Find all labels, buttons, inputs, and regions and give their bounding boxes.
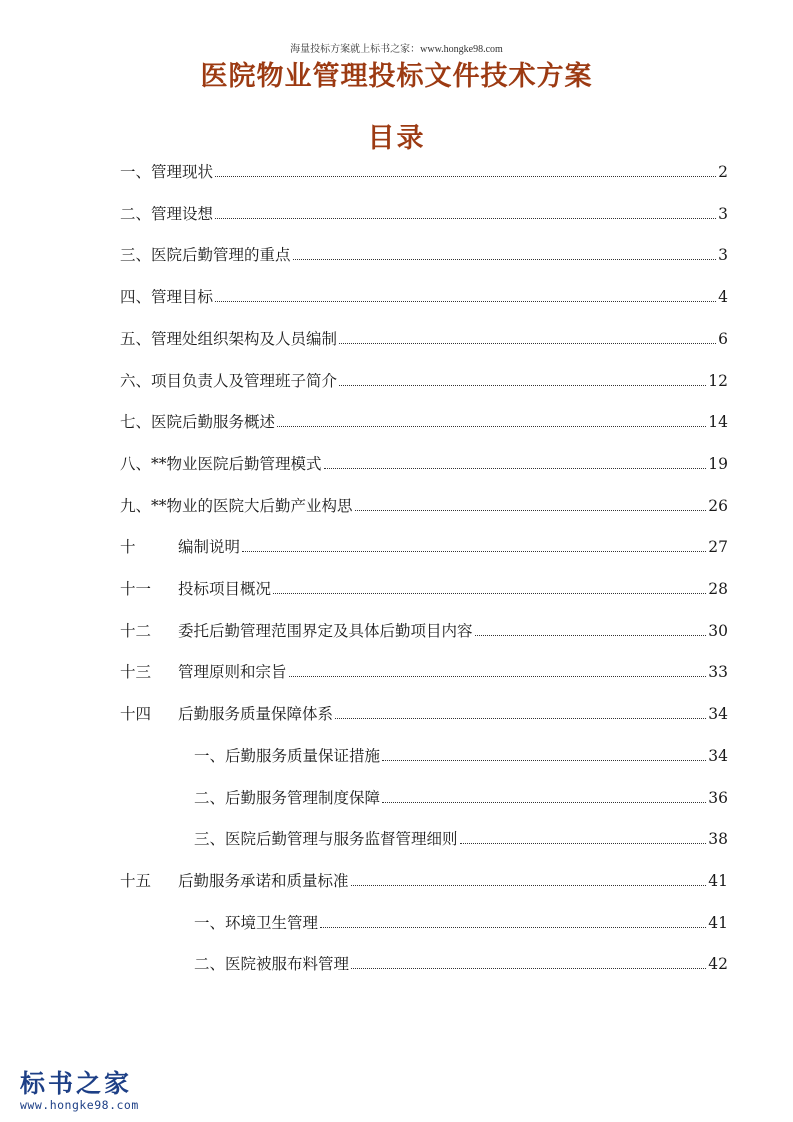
toc-entry[interactable] (120, 535, 728, 557)
toc-entry[interactable] (120, 202, 728, 224)
toc-heading: 目录 (367, 123, 426, 154)
toc-entry[interactable] (120, 452, 728, 474)
toc-entry-label: 三、医院后勤管理与服务监督管理细则 (194, 830, 458, 849)
toc-entry[interactable] (120, 702, 728, 724)
header-note: 海量投标方案就上标书之家：www.hongke98.com (290, 44, 503, 55)
toc-entry-label: 一、环境卫生管理 (194, 913, 319, 932)
toc-page-number: 38 (708, 830, 728, 849)
toc-page-number: 28 (708, 580, 728, 598)
toc-page-number: 36 (708, 788, 728, 807)
toc-entry-label: 八、**物业医院后勤管理模式 (120, 454, 322, 473)
toc-entry-label: 委托后勤管理范围界定及具体后勤项目内容 (178, 621, 473, 640)
toc-entry[interactable] (120, 619, 728, 641)
toc-dot-leader (215, 175, 716, 177)
toc-dot-leader (351, 967, 706, 969)
toc-entry-number: 十一 (120, 580, 152, 598)
toc-dot-leader (289, 675, 707, 677)
toc-entry-label: 二、管理设想 (120, 204, 214, 223)
toc-entry[interactable] (120, 577, 728, 599)
toc-entry-label: 三、医院后勤管理的重点 (120, 246, 291, 265)
toc-entry[interactable] (120, 869, 728, 891)
toc-entry[interactable] (120, 243, 728, 265)
brand-logo (20, 1064, 170, 1112)
toc-entry-label: 二、医院被服布料管理 (194, 955, 350, 974)
toc-entry-label: 投标项目概况 (178, 580, 272, 598)
toc-entry-number: 十五 (120, 871, 152, 890)
toc-subentry[interactable] (194, 744, 728, 766)
toc-entry-label: 后勤服务承诺和质量标准 (178, 871, 349, 890)
toc-page-number: 33 (708, 663, 728, 682)
document-title: 医院物业管理投标文件技术方案 (200, 61, 593, 92)
toc-entry-number: 十二 (120, 621, 152, 640)
toc-entry-label: 六、项目负责人及管理班子简介 (120, 371, 338, 390)
toc-dot-leader (460, 842, 707, 844)
logo-text: 标书之家 (20, 1069, 133, 1098)
toc-page-number: 41 (708, 913, 728, 932)
toc-entry-label: 一、管理现状 (120, 163, 214, 181)
toc-dot-leader (273, 592, 706, 594)
toc-entry[interactable] (120, 410, 728, 432)
toc-entry[interactable] (120, 160, 728, 182)
toc-page-number: 41 (708, 871, 728, 890)
toc-dot-leader (382, 759, 706, 761)
toc-page-number: 34 (708, 746, 728, 765)
toc-dot-leader (355, 509, 707, 511)
toc-entry-number: 十四 (120, 705, 152, 724)
logo-url: www.hongke98.com (20, 1098, 139, 1112)
toc-dot-leader (324, 467, 707, 469)
toc-page-number: 27 (708, 538, 728, 557)
toc-subentry[interactable] (194, 952, 728, 974)
toc-entry-label: 管理原则和宗旨 (178, 663, 287, 682)
toc-page-number: 42 (708, 955, 728, 974)
toc-page-number: 30 (708, 621, 728, 640)
toc-page-number: 34 (708, 705, 728, 724)
toc-page-number: 14 (708, 413, 728, 432)
toc-dot-leader (293, 258, 717, 260)
toc-entry[interactable] (120, 327, 728, 349)
toc-page-number: 26 (708, 496, 728, 515)
toc-dot-leader (320, 926, 706, 928)
toc-dot-leader (382, 801, 706, 803)
toc-page-number: 19 (708, 454, 728, 473)
toc-entry-label: 九、**物业的医院大后勤产业构思 (120, 496, 353, 515)
toc-dot-leader (339, 342, 716, 344)
toc-dot-leader (215, 300, 716, 302)
toc-page-number: 3 (718, 204, 728, 223)
toc-dot-leader (242, 550, 706, 552)
toc-entry[interactable] (120, 285, 728, 307)
toc-entry-label: 一、后勤服务质量保证措施 (194, 746, 381, 765)
toc-page-number: 4 (718, 288, 728, 307)
toc-entry-label: 后勤服务质量保障体系 (178, 705, 334, 724)
toc-entry[interactable] (120, 494, 728, 516)
toc-entry[interactable] (120, 660, 728, 682)
toc-page-number: 3 (718, 246, 728, 265)
toc-entry[interactable] (120, 369, 728, 391)
toc-page-number: 12 (708, 371, 728, 390)
toc-dot-leader (277, 425, 706, 427)
toc-entry-label: 五、管理处组织架构及人员编制 (120, 329, 338, 348)
toc-entry-label: 编制说明 (178, 538, 241, 557)
toc-entry-number: 十 (120, 538, 136, 557)
toc-dot-leader (351, 884, 707, 886)
toc-entry-label: 二、后勤服务管理制度保障 (194, 788, 381, 807)
toc-page-number: 6 (718, 329, 728, 348)
toc-subentry[interactable] (194, 827, 728, 849)
toc-dot-leader (475, 634, 707, 636)
toc-dot-leader (335, 717, 706, 719)
toc-entry-label: 四、管理目标 (120, 288, 214, 307)
toc-dot-leader (339, 384, 706, 386)
toc-entry-label: 七、医院后勤服务概述 (120, 413, 276, 432)
toc-page-number: 2 (718, 163, 728, 181)
toc-subentry[interactable] (194, 911, 728, 933)
toc-entry-number: 十三 (120, 663, 152, 682)
toc-dot-leader (215, 217, 716, 219)
toc-subentry[interactable] (194, 786, 728, 808)
